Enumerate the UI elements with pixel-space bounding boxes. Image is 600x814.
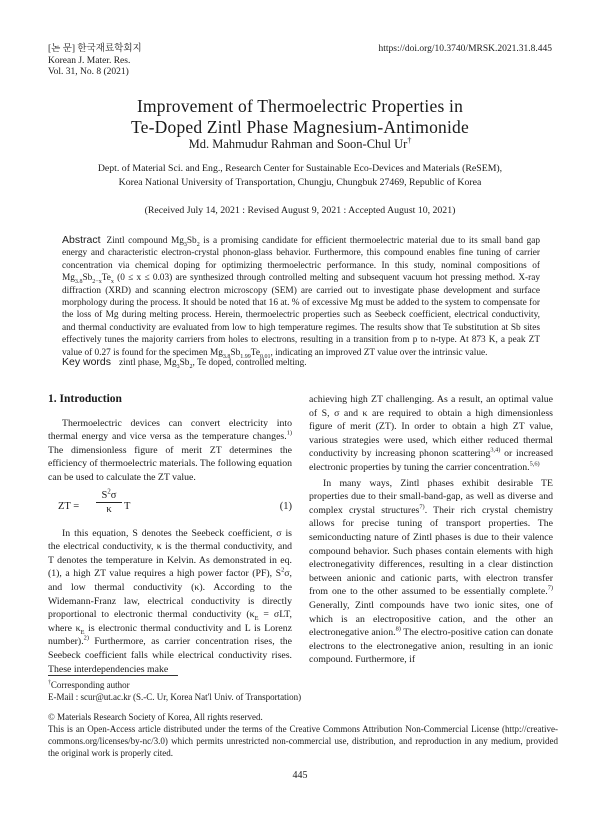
intro-paragraph-1: Thermoelectric devices can convert electricity into thermal energy and vice versa as the temperature changes.$^{1)}$ The dimensionless figure of merit ZT determines the efficiency of thermoelectric materials. The following equation can be used to calculate the ZT value. bbox=[48, 417, 292, 483]
page-number: 445 bbox=[292, 770, 308, 781]
abstract-text-2: is a promising candidate for efficient thermoelectric material due to its small band gap energy and characteristic electron-crystal phonon-glass behavior. Furthermore, this compound enables fine tuning of carrier concentration via chemical doping for optimizing thermoelectric performance. In this study, nominal compositions of Mg bbox=[62, 236, 541, 284]
affiliation-line-1: Dept. of Material Sci. and Eng., Research Center for Sustainable Eco-Devices and Materials (ReSEM), bbox=[97, 163, 503, 174]
journal-header bbox=[48, 44, 142, 79]
license: This is an Open-Access article distributed under the terms of the Creative Commons Attribution Non-Commercial License (http://creative-commons.org/licenses/by-nc/3.0) which permits unrestricted non-commercial use, distribution, and reproduction in any medium, provided the original work is properly cited. bbox=[48, 724, 558, 758]
authors bbox=[0, 137, 600, 152]
equation-lhs: ZT = bbox=[58, 500, 80, 512]
abstract-text-3: (0 ≤ x ≤ 0.03) are synthesized through controlled melting and subsequent vacuum hot pressing method. X-ray diffraction (XRD) and scanning electron microscopy (SEM) are carried out to investigate phase development and surface morphology during the process. It should be noted that 16 at. % of excessive Mg must be added to the system to compensate for the loss of Mg during melting process. Herein, thermoelectric properties such as Seebeck coefficient, electrical conductivity, and thermal conductivity are evaluated from low to high temperature regimes. The results show that Te substitution at Sb sites effectively tunes the majority carriers from holes to electrons, resulting in a transition from p to n-type. At 873 K, a peak ZT value of 0.27 is found for the specimen Mg bbox=[62, 273, 540, 358]
author-email: E-Mail : scur@ut.ac.kr (S.-C. Ur, Korea Nat'l Univ. of Transportation) bbox=[48, 692, 302, 702]
keywords-text-b: , Te doped, controlled melting. bbox=[192, 358, 307, 368]
copyright: © Materials Research Society of Korea, All rights reserved. bbox=[48, 712, 263, 722]
author-names: Md. Mahmudur Rahman and Soon-Chul Ur bbox=[188, 137, 408, 151]
equation-1: ZT = $S^2\sigma$ κ T (1) bbox=[58, 488, 292, 515]
abstract: Abstract Zintl compound $Mg_3Sb_2$ is a promising candidate for efficient thermoelectric material due to its small band gap energy and characteristic electron-crystal phonon-glass behavior. Furthermore, this compound enables fine tuning of carrier concentration via chemical doping for optimizing thermoelectric performance. In this study, nominal compositions of $Mg_{3.8}Sb_{2-x}Te_x$ (0 ≤ x ≤ 0.03) are synthesized through controlled melting and subsequent vacuum hot pressing method. X-ray diffraction (XRD) and scanning electron microscopy (SEM) are carried out to investigate phase development and surface morphology during the process. It should be noted that 16 at. % of excessive Mg must be added to the system to compensate for the loss of Mg during melting process. Herein, thermoelectric properties such as Seebeck coefficient, electrical conductivity, and thermal conductivity are evaluated from low to high temperature regimes. The results show that Te substitution at Sb sites effectively tunes the majority carriers from holes to electrons, resulting in a transition from p to n-type. At 873 K, a peak ZT value of 0.27 is found for the specimen $Mg_{3.8}Sb_{1.99}Te_{0.01}$, indicating an improved ZT value over the intrinsic value. bbox=[62, 234, 541, 360]
keywords-label: Key words bbox=[62, 356, 112, 368]
received-dates: (Received July 14, 2021 : Revised August 9, 2021 : Accepted August 10, 2021) bbox=[144, 205, 456, 216]
paper-title bbox=[0, 96, 600, 138]
abstract-text-1: Zintl compound Mg bbox=[106, 236, 184, 246]
equation-fraction: $S^2\sigma$ κ bbox=[96, 489, 122, 516]
title-line-2: Te-Doped Zintl Phase Magnesium-Antimonide bbox=[131, 117, 469, 137]
affiliation-line-2: Korea National University of Transportation, Chungju, Chungbuk 27469, Republic of Korea bbox=[118, 176, 482, 188]
footnotes bbox=[48, 679, 558, 759]
left-column bbox=[48, 393, 292, 676]
section-heading: 1. Introduction bbox=[48, 393, 122, 405]
corresponding-author: †Corresponding author bbox=[48, 680, 130, 690]
doi-link[interactable]: https://doi.org/10.3740/MRSK.2021.31.8.445 bbox=[378, 44, 552, 54]
journal-abbrev: Korean J. Mater. Res. bbox=[48, 55, 131, 66]
right-paragraph-1: achieving high ZT challenging. As a result, an optimal value of S, σ and κ are required to obtain a high dimensionless figure of merit (ZT). In order to obtain a high ZT value, various strategies were used, which either reduced thermal conductivity by increasing phonon scattering$^{3,4)}$ or increased electronic properties by tuning the carrier concentration.$^{5,6)}$ bbox=[309, 394, 553, 473]
keywords: Key words zintl phase, $Mg_3Sb_2$, Te doped, controlled melting. bbox=[62, 356, 307, 370]
abstract-text-4: , indicating an improved ZT value over the intrinsic value. bbox=[270, 347, 488, 358]
right-paragraph-2: In many ways, Zintl phases exhibit desirable TE properties due to their small-band-gap, as well as diverse and complex crystal structures$^{7)}$. Their rich crystal chemistry allows for precise tuning of transport properties. The semiconducting nature of Zintl phases is due to their valence compound behavior. Such phases contain elements with high electronegativity differences, resulting in a clear distinction between anionic and cationic parts, with electron transfer from one to the other assumed to be essentially complete.$^{7)}$ Generally, Zintl compounds have two ionic sites, one of which is an electropositive cation, and the other an electronegative anion.$^{8)}$ The electro-positive cation can donate electrons to the electronegative anion, resulting in an ionic compound. Furthermore, if bbox=[309, 477, 554, 666]
equation-number: (1) bbox=[279, 500, 292, 512]
intro-paragraph-2: In this equation, S denotes the Seebeck coefficient, σ is the electrical conductivity, κ is the thermal conductivity, and T denotes the temperature in Kelvin. As demonstrated in eq. (1), a high ZT value requires a high power factor (PF), $S^2\sigma$, and low thermal conductivity (κ). According to the Widemann-Franz law, electrical conductivity is directly proportional to electronic thermal conductivity ($\kappa_E = \sigma LT$, where $\kappa_E$ is electronic thermal conductivity and L is Lorenz number).$^{2)}$ Furthermore, as carrier concentration rises, the Seebeck coefficient falls while electrical conductivity rises. These interdependencies make bbox=[48, 527, 292, 675]
abstract-label: Abstract bbox=[62, 234, 101, 246]
affiliation bbox=[40, 162, 560, 189]
author-mark: † bbox=[407, 135, 412, 145]
journal-volume: Vol. 31, No. 8 (2021) bbox=[48, 67, 129, 77]
right-column bbox=[309, 393, 553, 667]
keywords-text-a: zintl phase, Mg bbox=[119, 358, 177, 368]
title-line-1: Improvement of Thermoelectric Properties in bbox=[136, 96, 464, 116]
journal-korean: [논 문] 한국재료학회지 bbox=[48, 44, 142, 54]
footnote-rule bbox=[48, 675, 178, 676]
